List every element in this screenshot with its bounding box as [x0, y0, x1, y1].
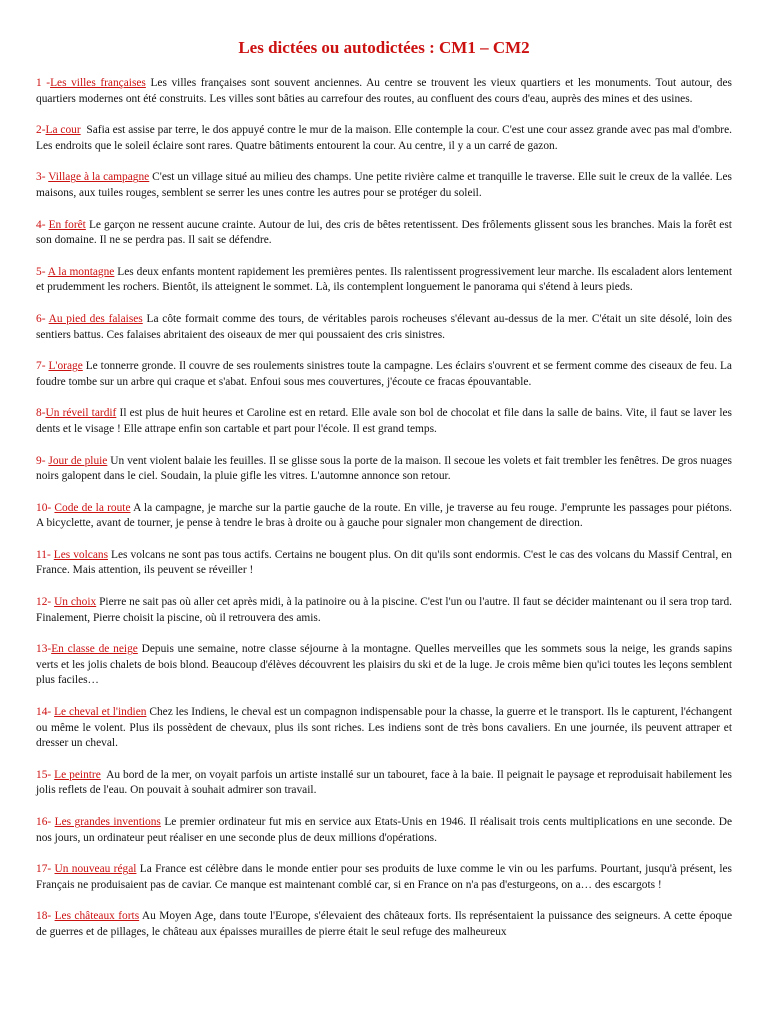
entry-text: Depuis une semaine, notre classe séjourne à la montagne. Quelles merveilles que les sommets sous la neige, les grands sapins verts et les jolis chalets de bois blond. Beaucoup d'élèves découvrent les plaisirs du ski et de la luge. Je crois même bien qu'ici toutes les leçons semblent plus faciles…	[36, 643, 733, 687]
dictation-entry-2	[36, 123, 732, 154]
entry-text: Il est plus de huit heures et Caroline est en retard. Elle avale son bol de chocolat et file dans la salle de bains. Vite, il faut se laver les dents et le visage ! Elle attrape enfin son cartable et part pour l'école. Il est grand temps.	[36, 407, 732, 435]
dictation-entry-12	[36, 595, 732, 626]
entry-heading: Les châteaux forts	[54, 910, 140, 923]
entry-number: 13-	[36, 643, 52, 656]
entry-heading: Un réveil tardif	[45, 407, 117, 420]
entry-text: Les villes françaises sont souvent anciennes. Au centre se trouvent les vieux quartiers et les monuments. Tout autour, des quartiers modernes ont été construits. Les villes sont bâties au carrefour des routes, au confluent des cours d'eau, auprès des mines et des usines.	[36, 77, 732, 105]
dictation-entry-17	[36, 862, 732, 893]
entry-heading: Au pied des falaises	[48, 312, 143, 325]
entry-text: La côte formait comme des tours, de véritables parois rocheuses s'élevant au-dessus de la mer. C'était un site désolé, loin des sentiers battus. Ces falaises abritaient des oiseaux de mer qui poussaient des cris sinistres.	[36, 312, 732, 341]
entry-text: Le tonnerre gronde. Il couvre de ses roulements sinistres toute la campagne. Les éclairs s'ouvrent et se ferment comme des ciseaux de feu. La foudre tombe sur un arbre qui craque et s'abat. Enfoui sous mes couvertures, j'écoute ce fracas épouvantable.	[36, 360, 732, 388]
dictation-entry-1	[36, 76, 732, 107]
dictation-entry-9	[36, 454, 732, 485]
entry-heading: A la montagne	[47, 265, 115, 278]
entry-text: Safia est assise par terre, le dos appuyé contre le mur de la maison. Elle contemple la cour. C'est une cour assez grande avec pas mal d'ombre. Les endroits que le soleil éclaire sont rares. Quatre bâtiments entourent la cour. Au centre, il y a un carré de gazon.	[36, 124, 732, 152]
entry-heading: Un choix	[54, 596, 97, 609]
entry-number: 16-	[36, 816, 52, 828]
entry-heading: Un nouveau régal	[54, 863, 137, 876]
entry-heading: Les grandes inventions	[54, 816, 161, 828]
dictation-entry-10	[36, 501, 732, 532]
entry-number: 15-	[36, 768, 52, 781]
entry-text: C'est un village situé au milieu des champs. Une petite rivière calme et tranquille le traverse. Elle suit le creux de la vallée. Les maisons, aux tuiles rouges, semblent se serrer les unes contre les autres pour se protéger du soleil.	[36, 171, 732, 199]
entry-text: Les deux enfants montent rapidement les premières pentes. Ils ralentissent progressivement leur marche. Ils escaladent alors lentement et prudemment les rochers. Bientôt, ils atteignent le sommet. Là, ils contemplent longuement le panorama qui s'étend à leurs pieds.	[36, 265, 732, 294]
entry-heading: Jour de pluie	[48, 454, 108, 467]
entry-text: Le premier ordinateur fut mis en service aux Etats-Unis en 1946. Il réalisait trois cents multiplications en une seconde. De nos jours, un ordinateur peut réaliser en une seconde plus de deux millions d'opérations.	[36, 816, 732, 844]
entry-number: 5-	[36, 265, 46, 278]
entry-heading: Le peintre	[54, 768, 101, 781]
entry-text: Pierre ne sait pas où aller cet après midi, à la patinoire ou à la piscine. C'est l'un ou l'autre. Il faut se décider maintenant ou il sera trop tard. Finalement, Pierre choisit la piscine, où il retrouvera des amis.	[36, 596, 733, 624]
dictation-entry-8	[36, 406, 732, 437]
entry-text: Au bord de la mer, on voyait parfois un artiste installé sur un tabouret, face à la baie. Il peignait le paysage et reproduisait habilement les jolis reflets de l'eau. On pouvait à souhait admirer son travail.	[36, 768, 732, 797]
entry-text: Les volcans ne sont pas tous actifs. Certains ne bougent plus. On dit qu'ils sont endormis. C'est le cas des volcans du Massif Central, en France. Mais attention, ils peuvent se réveiller !	[36, 548, 732, 577]
dictation-entry-15	[36, 768, 732, 799]
entry-heading: Les volcans	[53, 548, 109, 561]
dictation-entry-14	[36, 705, 732, 752]
entry-heading: En forêt	[48, 218, 86, 231]
entry-number: 4-	[36, 218, 46, 231]
dictation-entry-5	[36, 265, 732, 296]
entry-number: 1 -	[36, 77, 51, 89]
entry-text: A la campagne, je marche sur la partie gauche de la route. En ville, je traverse au feu rouge. J'emprunte les passages pour piétons. A bicyclette, avant de tourner, je pense à tendre le bras à droite ou à gauche pour signaler mon changement de direction.	[36, 501, 733, 530]
dictation-entry-7	[36, 359, 732, 390]
entry-text: Un vent violent balaie les feuilles. Il se glisse sous la porte de la maison. Il secoue les volets et fait trembler les fenêtres. De gros nuages noirs galopent dans le ciel. Soudain, la pluie gifle les vitres. L'automne annonce son retour.	[36, 454, 732, 483]
entry-number: 12-	[36, 596, 52, 609]
dictation-entry-16	[36, 815, 732, 846]
entry-heading: Code de la route	[54, 501, 131, 514]
dictation-entry-4	[36, 218, 732, 249]
entry-number: 11-	[36, 548, 51, 561]
entry-number: 14-	[36, 706, 52, 719]
entry-number: 7-	[36, 360, 46, 373]
entry-heading: La cour	[45, 124, 81, 137]
entry-number: 18-	[36, 910, 52, 923]
entry-text: Au Moyen Age, dans toute l'Europe, s'élevaient des châteaux forts. Ils représentaient la puissance des seigneurs. A cette époque de guerres et de pillages, le château aux épaisses murailles de pierre était le seul refuge des malheureux	[36, 910, 733, 938]
dictation-entry-13	[36, 642, 732, 689]
entry-number: 8-	[36, 407, 46, 420]
entry-heading: Les villes françaises	[50, 77, 146, 89]
entry-number: 9-	[36, 454, 46, 467]
dictation-entry-18	[36, 909, 732, 940]
entry-heading: Le cheval et l'indien	[54, 706, 147, 719]
entry-number: 17-	[36, 863, 52, 876]
entry-heading: En classe de neige	[51, 643, 138, 656]
entry-text: Le garçon ne ressent aucune crainte. Autour de lui, des cris de bêtes retentissent. Des frôlements glissent sous les branches. Mais la forêt est son domaine. Il ne se perdra pas. Il sait se défendre.	[36, 218, 732, 247]
entry-heading: Village à la campagne	[48, 171, 150, 184]
entry-number: 10-	[36, 501, 52, 514]
dictation-entry-11	[36, 548, 732, 579]
entry-text: La France est célèbre dans le monde entier pour ses produits de luxe comme le vin ou les parfums. Pourtant, jusqu'à présent, les Français ne produisaient pas de caviar. Ce manque est maintenant comblé car, si en France on n'a pas d'esturgeons, on a… des escargots !	[36, 863, 732, 891]
dictation-entry-3	[36, 170, 732, 201]
dictation-entry-6	[36, 312, 732, 343]
entry-heading: L'orage	[48, 360, 83, 373]
entry-number: 3-	[36, 171, 46, 184]
entry-number: 6-	[36, 312, 46, 325]
entry-text: Chez les Indiens, le cheval est un compagnon indispensable pour la chasse, la guerre et le transport. Ils le capturent, l'échangent ou même le volent. Plus ils possèdent de chevaux, plus ils sont riches. Les indiens sont de très bons cavaliers. En une journée, ils peuvent attraper et dresser un cheval.	[36, 706, 732, 750]
page-title: Les dictées ou autodictées : CM1 – CM2	[238, 38, 530, 57]
entry-number: 2-	[36, 124, 46, 137]
